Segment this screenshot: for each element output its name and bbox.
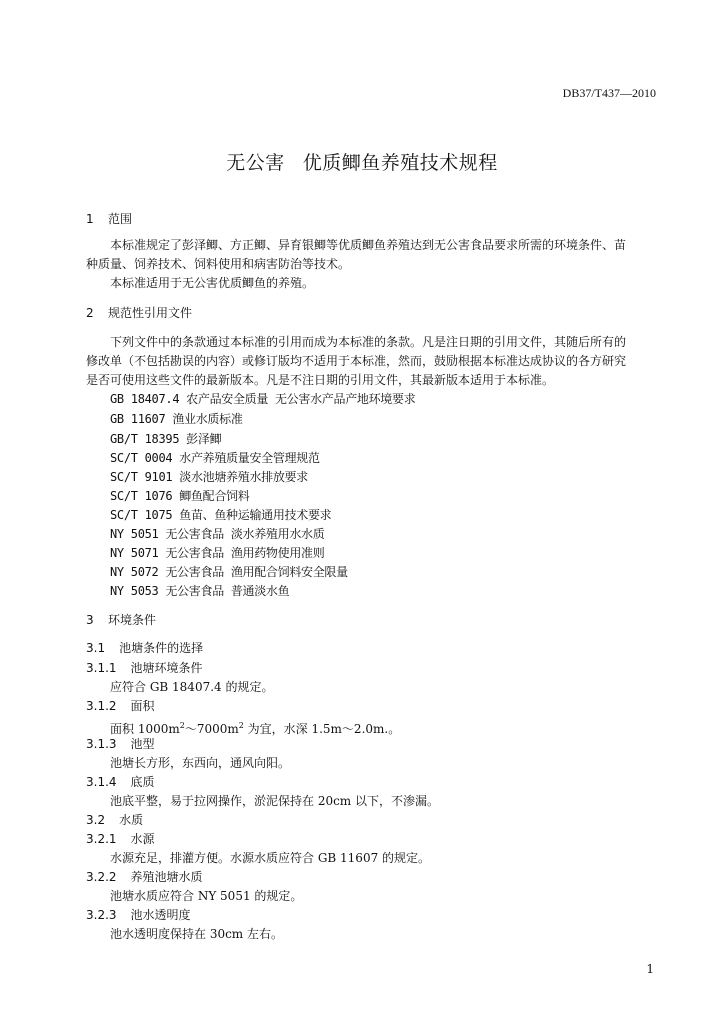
reference-item: SC/T 0004 水产养殖质量安全管理规范 (110, 451, 320, 465)
section-2-heading: 2 规范性引用文件 (86, 306, 193, 320)
reference-item: GB 18407.4 农产品安全质量 无公害水产品产地环境要求 (110, 392, 416, 406)
section-1-paragraph-line: 本标准规定了彭泽鲫、方正鲫、异育银鲫等优质鲫鱼养殖达到无公害食品要求所需的环境条件、苗 (110, 238, 627, 252)
reference-item: NY 5051 无公害食品 淡水养殖用水水质 (110, 527, 325, 541)
section-1-paragraph: 本标准适用于无公害优质鲫鱼的养殖。 (110, 276, 315, 290)
section-3-1-1-text: 应符合 GB 18407.4 的规定。 (110, 680, 274, 694)
page-number: 1 (646, 962, 654, 976)
section-1-heading: 1 范围 (86, 212, 133, 226)
section-3-1-2-text: 面积 $1000m^2\sim 7000m^2$ 为宜，水深 1.5m～2.0m.。 (110, 721, 401, 736)
reference-item: NY 5053 无公害食品 普通淡水鱼 (110, 584, 290, 598)
reference-item: GB/T 18395 彭泽鲫 (110, 432, 222, 446)
document-code: DB37/T437—2010 (562, 86, 656, 100)
reference-item: SC/T 1076 鲫鱼配合饲料 (110, 489, 250, 503)
section-2-paragraph-line: 下列文件中的条款通过本标准的引用而成为本标准的条款。凡是注日期的引用文件，其随后所有的 (110, 335, 627, 349)
section-3-1-heading: 3.1 池塘条件的选择 (86, 641, 204, 655)
title-part-2: 优质鲫鱼养殖技术规程 (302, 152, 498, 174)
section-1-paragraph-line: 种质量、饲养技术、饲料使用和病害防治等技术。 (86, 257, 351, 271)
section-2-paragraph-line: 是否可使用这些文件的最新版本。凡是不注日期的引用文件，其最新版本适用于本标准。 (86, 373, 555, 387)
section-3-2-1-heading: 3.2.1 水源 (86, 832, 155, 846)
section-3-1-3-text: 池塘长方形，东西向，通风向阳。 (110, 756, 291, 770)
reference-item: GB 11607 渔业水质标准 (110, 412, 243, 426)
reference-item: NY 5071 无公害食品 渔用药物使用准则 (110, 546, 325, 560)
reference-item: SC/T 9101 淡水池塘养殖水排放要求 (110, 470, 308, 484)
section-3-1-2-heading: 3.1.2 面积 (86, 699, 155, 713)
section-3-heading: 3 环境条件 (86, 613, 157, 627)
section-3-2-1-text: 水源充足，排灌方便。水源水质应符合 GB 11607 的规定。 (110, 851, 431, 865)
section-3-2-2-heading: 3.2.2 养殖池塘水质 (86, 870, 203, 884)
section-3-1-1-heading: 3.1.1 池塘环境条件 (86, 661, 203, 675)
section-3-2-3-text: 池水透明度保持在 30cm 左右。 (110, 927, 283, 941)
section-3-2-3-heading: 3.2.3 池水透明度 (86, 908, 191, 922)
reference-item: NY 5072 无公害食品 渔用配合饲料安全限量 (110, 565, 348, 579)
section-3-2-heading: 3.2 水质 (86, 813, 144, 827)
reference-item: SC/T 1075 鱼苗、鱼种运输通用技术要求 (110, 508, 332, 522)
section-2-paragraph-line: 修改单（不包括勘误的内容）或修订版均不适用于本标准，然而，鼓励根据本标准达成协议的各方研究 (86, 354, 627, 368)
document-title (0, 148, 724, 175)
section-3-2-2-text: 池塘水质应符合 NY 5051 的规定。 (110, 889, 303, 903)
title-part-1: 无公害 (226, 152, 285, 174)
section-3-1-4-heading: 3.1.4 底质 (86, 775, 155, 789)
section-3-1-3-heading: 3.1.3 池型 (86, 737, 155, 751)
section-3-1-4-text: 池底平整，易于拉网操作，淤泥保持在 20cm 以下，不渗漏。 (110, 794, 440, 808)
